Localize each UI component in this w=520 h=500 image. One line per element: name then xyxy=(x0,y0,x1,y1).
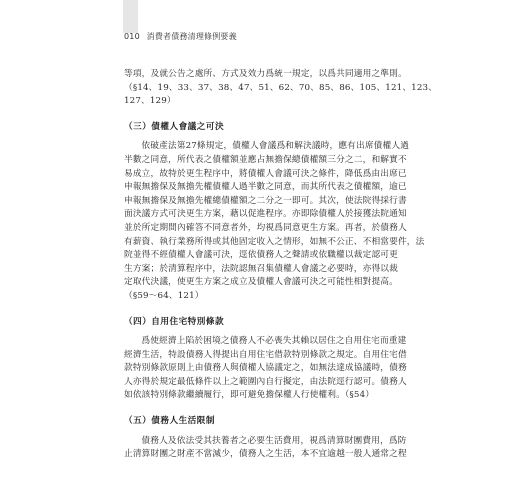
text-line: （§14、19、33、37、38、47、51、62、70、85、86、105、121、123、 xyxy=(124,82,438,93)
section-heading: （五）債務人生活限制 xyxy=(124,416,215,427)
text-line: 人亦得於規定最低條件以上之範圍內自行擬定，由法院逕行認可。債務人 xyxy=(124,376,407,387)
text-line: 半數之同意，所代表之債權額並應占無擔保總債權額三分之二，和解實不 xyxy=(124,154,407,165)
page-body xyxy=(124,68,438,462)
text-line: 如依該特別條款繼續履行，即可避免擔保權人行使權利。（§54） xyxy=(124,390,375,401)
text-line: 並於所定期間內確答不同意者外，均視爲同意更生方案。再者，於債務人 xyxy=(124,222,407,233)
running-header xyxy=(124,31,237,42)
text-line: 127、129） xyxy=(124,96,176,107)
text-line: 面決議方式可決更生方案，藉以促進程序。亦即除債權人於接獲法院通知 xyxy=(124,209,407,220)
text-line: 爲使經濟上陷於困境之債務人不必喪失其賴以居住之自用住宅而重建 xyxy=(141,336,407,347)
text-line: 申報無擔保及無擔先權總債權額之二分之一即可。其次，使法院得採行書 xyxy=(124,195,407,206)
text-line: 等項，及就公告之處所、方式及效力爲統一規定，以爲共同適用之準則。 xyxy=(124,69,407,79)
text-line: 生方案；於清算程序中，法院認無召集債權人會議之必要時，亦得以裁 xyxy=(124,263,398,274)
section-heading: （三）債權人會議之可決 xyxy=(124,121,225,132)
section-heading: （四）自用住宅特別條款 xyxy=(124,316,225,327)
body-paragraph xyxy=(124,140,425,303)
text-line: 款特別條款原則上由債務人與債權人協議定之，如無法達成協議時，債務 xyxy=(124,363,407,374)
header-tab-block xyxy=(123,0,138,33)
book-title: 消費者債務清理條例要義 xyxy=(146,32,237,41)
text-line: 經濟生活，特設債務人得提出自用住宅借款特別條款之規定。自用住宅借 xyxy=(124,349,407,360)
text-line: 依破產法第27條規定，債權人會議爲和解決議時，應有出席債權人過 xyxy=(141,141,410,152)
body-paragraph xyxy=(124,435,407,462)
body-paragraph xyxy=(124,335,407,403)
text-line: 定取代決議，使更生方案之成立及債權人會議可決之可能性相對提高。 xyxy=(124,277,398,288)
text-line: 止清算財團之財產不當減少，債務人之生活，本不宜逾越一般人通常之程 xyxy=(124,449,407,460)
text-line: 院並得不經債權人會議可決，逕依債務人之聲請或依職權以裁定認可更 xyxy=(124,250,398,261)
text-line: 易成立，故特於更生程序中，將債權人會議可決之條件，降低爲由出席已 xyxy=(124,168,407,179)
text-line: 申報無擔保及無擔先權債權人過半數之同意，而其所代表之債權額，逾已 xyxy=(124,182,407,193)
text-line: 有薪資、執行業務所得或其他固定收入之情形，如無不公正、不相當要件，法 xyxy=(124,236,425,247)
page-number: 010 xyxy=(124,32,140,41)
body-paragraph xyxy=(124,68,438,109)
text-line: （§59～64、121） xyxy=(124,290,204,301)
text-line: 債務人及依法受其扶養者之必要生活費用，視爲清算財團費用，爲防 xyxy=(141,435,407,446)
